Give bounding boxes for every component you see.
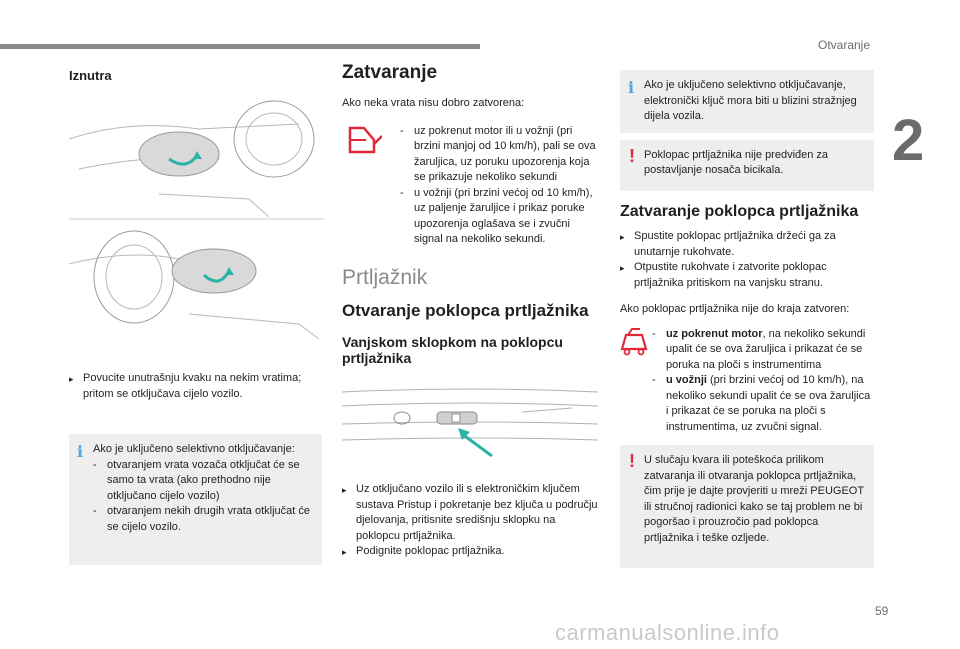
bullet-text: Podignite poklopac prtljažnika. (356, 545, 505, 558)
column-left (69, 62, 325, 565)
door-open-warning-icon (342, 124, 400, 248)
alert-item: u vožnji (pri brzini većoj od 10 km/h), uz paljenje žaruljice i prikaz poruke upozorenja oglašava se i zvučni signal na nekoliko sekundi. (414, 186, 593, 245)
info-text: Ako je uključeno selektivno otključavanje, elektronički ključ mora biti u blizini stražnjeg dijela vozila. (644, 79, 857, 122)
closing-intro: Ako neka vrata nisu dobro zatvorena: (342, 97, 525, 109)
info-box-selective-unlock (69, 434, 322, 565)
trunk-warning-alert (620, 327, 874, 436)
heading-zatvaranje-poklopca: Zatvaranje poklopca prtljažnika (620, 202, 859, 220)
info-item: otvaranjem vrata vozača otključat će se samo ta vrata (ako prethodno nije otključano cijelo vozilo) (107, 458, 300, 502)
arrow-bullet-icon: ▸ (342, 485, 347, 496)
bullet-text: Spustite poklopac prtljažnika držeći ga za unutarnje rukohvate. (634, 230, 836, 258)
heading-vanjskom-sklopkom: Vanjskom sklopkom na poklopcu prtljažnika (342, 334, 563, 367)
list-item: - u vožnji (pri brzini većoj od 10 km/h), uz paljenje žaruljice i prikaz poruke upozorenja oglašava se i zvučni signal na nekoliko sekundi. (400, 186, 600, 248)
warning-text: Poklopac prtljažnika nije predviđen za postavljanje nosača bicikala. (644, 148, 829, 176)
list-item (342, 482, 600, 544)
list-item (342, 544, 600, 561)
trunk-not-closed-intro: Ako poklopac prtljažnika nije do kraja zatvoren: (620, 303, 850, 316)
heading-otvaranje-poklopca: Otvaranje poklopca prtljažnika (342, 300, 589, 320)
arrow-bullet-icon: ▸ (620, 232, 625, 243)
chapter-number: 2 (892, 108, 925, 173)
list-item: - uz pokrenut motor, na nekoliko sekundi upalit će se ova žaruljica i prikazat će se poruka na ploči s instrumentima (652, 327, 872, 374)
arrow-bullet-icon: ▸ (620, 263, 625, 274)
list-item: - otvaranjem nekih drugih vrata otključat će se cijelo vozilo. (93, 504, 312, 535)
section-title: Otvaranje (818, 38, 871, 52)
info-item: otvaranjem nekih drugih vrata otključat će se cijelo vozilo. (107, 505, 310, 533)
page-number: 59 (875, 604, 889, 618)
info-icon: i (628, 78, 635, 97)
list-item: - uz pokrenut motor ili u vožnji (pri brzini manjoj od 10 km/h), pali se ova žaruljica, uz poruku upozorenja koja se prikazuje nekoliko sekundi (400, 124, 600, 186)
warning-exclamation-icon: ! (629, 451, 635, 472)
warning-text: U slučaju kvara ili poteškoća prilikom zatvaranja ili otvaranja poklopca prtljažnika, čim prije je dajte provjeriti u mreži PEUGEOT ili stručnoj radionici kako se taj problem ne bi pogoršao i prouzročio pad poklopca prtljažnika i teške ozljede. (644, 454, 864, 544)
interior-handle-drawing (69, 99, 324, 345)
heading-iznutra: Iznutra (69, 68, 112, 83)
header-rule (0, 44, 480, 49)
arrow-bullet-icon: ▸ (69, 374, 74, 384)
warning-box-bike-carrier (620, 140, 874, 191)
arrow-bullet-icon: ▸ (342, 547, 347, 558)
list-item: - u vožnji (pri brzini većoj od 10 km/h), na nekoliko sekundi upalit će se ova žaruljica i prikazat će se poruka na ploči s instrumentima, uz zvučni signal. (652, 373, 872, 435)
info-icon: i (77, 442, 84, 461)
tailgate-switch-illustration (342, 384, 598, 468)
watermark: carmanualsonline.info (555, 620, 780, 645)
column-right (620, 70, 874, 568)
door-warning-alert (342, 124, 600, 248)
warning-exclamation-icon: ! (629, 145, 635, 166)
door-handle-illustration (69, 99, 324, 345)
bullet-text: Uz otključano vozilo ili s elektroničkim ključem sustava Pristup i pokretanje bez ključa u području djelovanja, pritisnite središnju sklopku na poklopcu prtljažnika. (356, 483, 598, 542)
column-middle (342, 62, 600, 561)
info-box-electronic-key (620, 70, 874, 133)
alert-item: u vožnji (pri brzini većoj od 10 km/h), na nekoliko sekundi upalit će se ova žaruljica i prikazat će se poruka na ploči s instrumentima, uz zvučni signal. (666, 374, 871, 433)
heading-zatvaranje: Zatvaranje (342, 62, 438, 83)
trunk-open-warning-icon (620, 327, 652, 436)
heading-prtljaznik: Prtljažnik (342, 265, 428, 289)
alert-item: uz pokrenut motor, na nekoliko sekundi upalit će se ova žaruljica i prikazat će se poruka na ploči s instrumentima (666, 327, 866, 371)
alert-item: uz pokrenut motor ili u vožnji (pri brzini manjoj od 10 km/h), pali se ova žaruljica, uz poruku upozorenja koja se prikazuje nekoliko sekundi (414, 124, 596, 183)
warning-box-malfunction (620, 445, 874, 568)
bullet-text: Povucite unutrašnju kvaku na nekim vratima; pritom se otključava cijelo vozilo. (83, 372, 302, 400)
list-item: - otvaranjem vrata vozača otključat će se samo ta vrata (ako prethodno nije otključano cijelo vozilo) (93, 458, 312, 505)
info-intro: Ako je uključeno selektivno otključavanje: (93, 443, 295, 455)
bullet-text: Otpustite rukohvate i zatvorite poklopac prtljažnika pritiskom na vanjsku stranu. (634, 261, 827, 289)
list-item (69, 371, 325, 402)
list-item (620, 260, 874, 291)
list-item (620, 229, 874, 260)
